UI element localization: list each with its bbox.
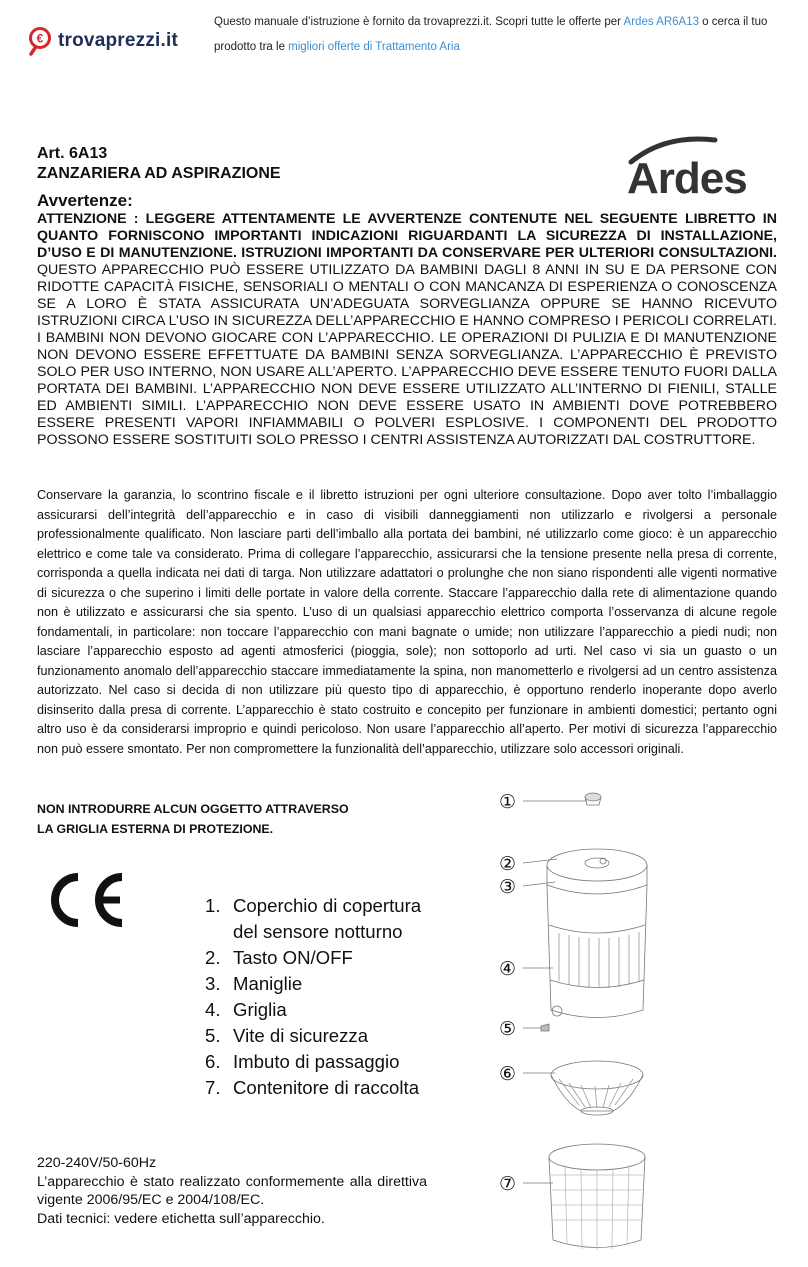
technical-specs bbox=[37, 1154, 427, 1228]
voltage: 220-240V/50-60Hz bbox=[37, 1155, 157, 1171]
diagram-label-3: ③ bbox=[499, 876, 517, 898]
ardes-logo bbox=[625, 132, 777, 201]
product-title: ZANZARIERA AD ASPIRAZIONE bbox=[37, 165, 281, 182]
svg-text:Ardes: Ardes bbox=[627, 154, 747, 196]
warning-text: QUESTO APPARECCHIO PUÒ ESSERE UTILIZZATO DA BAMBINI DAGLI 8 ANNI IN SU E DA PERSONE CON RIDOTTE CAPACITÀ FISICHE, SENSORIALI O MENTALI O CON MANCANZA DI ESPERIENZA O CONOSCENZA SE A LORO È STATA ASSICURATA UN’ADEGUATA SORVEGLIANZA OPPURE SE HANNO RICEVUTO ISTRUZIONI CIRCA L’USO IN SICUREZZA DELL’APPARECCHIO E HANNO COMPRESO I PERICOLI CORRELATI. I BAMBINI NON DEVONO GIOCARE CON L’APPARECCHIO. LE OPERAZIONI DI PULIZIA E DI MANUTENZIONE NON DEVONO ESSERE EFFETTUATE DA BAMBINI SENZA SORVEGLIANZA. L’APPARECCHIO È PREVISTO SOLO PER USO INTERNO, NON USARE ALL’APERTO. L’APPARECCHIO DEVE ESSERE TENUTO FUORI DALLA PORTATA DEI BAMBINI. L’APPARECCHIO NON DEVE ESSERE UTILIZZATO ALL’INTERNO DI FIENILI, STALLE ED AMBIENTI SIMILI. L’APPARECCHIO NON DEVE ESSERE USATO IN AMBIENTI DOVE POTREBBERO ESSERE PRESENTI VAPORI INFIAMMABILI O POLVERI ESPLOSIVE. I COMPONENTI DEL PRODOTTO POSSONO ESSERE SOSTITUITI SOLO PRESSO I CENTRI ASSISTENZA AUTORIZZATI DAL COSTRUTTORE. bbox=[37, 262, 777, 448]
diagram-label-1: ① bbox=[499, 791, 517, 813]
diagram-label-4: ④ bbox=[499, 958, 517, 980]
category-offers-link[interactable]: migliori offerte di Trattamento Aria bbox=[288, 41, 460, 53]
general-instructions: Conservare la garanzia, lo scontrino fiscale e il libretto istruzioni per ogni ulteriore consultazione. Dopo aver tolto l’imballaggio assicurarsi dell’integrità dell’apparecchio e in caso di visibili danneggiamenti non utilizzarlo e rivolgersi a personale professionalmente qualificato. Non lasciare parti dell’imballo alla portata dei bambini, né utilizzarlo come gioco: è un apparecchio elettrico e come tale va considerato. Prima di collegare l’apparecchio, assicurarsi che la tensione presente nella presa di corrente, corrisponda a quella indicata nei dati di targa. Non utilizzare adattatori o prolunghe che non siano rispondenti alle vigenti normative di sicurezza o che superino i limiti delle portate in valore della corrente. Staccare l’apparecchio dalla rete di alimentazione quando non è utilizzato e assicurarsi che sia spento. L’uso di un qualsiasi apparecchio elettrico comporta l’osservanza di alcune regole fondamentali, in particolare: non toccare l’apparecchio con mani bagnate o umide; non utilizzare l’apparecchio a piedi nudi; non lasciare l’apparecchio esposto ad agenti atmosferici (pioggia, sole); non sottoporlo ad urti. Nel caso vi sia un guasto o un funzionamento anomalo dell’apparecchio staccare immediatamente la spina, non manometterlo e rivolgersi ad un centro assistenza autorizzato. Nel caso si decida di non utilizzare più questo tipo di apparecchio, è opportuno renderlo inoperante dopo averlo disinserito dalla presa di corrente. L’apparecchio è stato costruito e concepito per funzionare in ambienti domestici; pertanto ogni altro uso è da considerarsi improprio e quindi pericoloso. Non usare l’apparecchio all’aperto. Per motivi di sicurezza l’apparecchio non può essere smontato. Per non compromettere la funzionalità dell’apparecchio, utilizzare solo accessori originali. bbox=[37, 488, 777, 756]
header-notice: Questo manuale d’istruzione è fornito da trovaprezzi.it. Scopri tutte le offerte per Ardes AR6A13 o cerca il tuo prodotto tra le migliori offerte di Trattamento Aria bbox=[214, 16, 768, 53]
parts-list bbox=[205, 893, 421, 1101]
euro-magnifier-icon bbox=[28, 26, 54, 56]
warning-bold: ATTENZIONE : LEGGERE ATTENTAMENTE LE AVVERTENZE CONTENUTE NEL SEGUENTE LIBRETTO IN QUANTO FORNISCONO IMPORTANTI INDICAZIONI RIGUARDANTI LA SICUREZZA DI INSTALLAZIONE, D’USO E DI MANUTENZIONE. ISTRUZIONI IMPORTANTI DA CONSERVARE PER ULTERIORI CONSULTAZIONI. bbox=[37, 211, 777, 261]
list-item: 6. Imbuto di passaggio bbox=[205, 1051, 400, 1072]
diagram-label-6: ⑥ bbox=[499, 1063, 517, 1085]
list-item: 2. Tasto ON/OFF bbox=[205, 947, 353, 968]
diagram-label-7: ⑦ bbox=[499, 1173, 517, 1195]
diagram-label-2: ② bbox=[499, 853, 517, 875]
svg-text:€: € bbox=[36, 31, 44, 46]
list-item: 7. Contenitore di raccolta bbox=[205, 1077, 420, 1098]
list-item: 1. Coperchio di copertura del sensore notturno bbox=[205, 895, 422, 942]
exploded-diagram bbox=[495, 785, 695, 1260]
ce-mark bbox=[42, 872, 126, 933]
list-item: 4. Griglia bbox=[205, 999, 287, 1020]
conformity: L’apparecchio è stato realizzato conformemente alla direttiva vigente 2006/95/EC e 2004/108/EC. bbox=[37, 1173, 427, 1208]
list-item: 5. Vite di sicurezza bbox=[205, 1025, 369, 1046]
diagram-label-5: ⑤ bbox=[499, 1018, 517, 1040]
article-number: Art. 6A13 bbox=[37, 145, 108, 162]
list-item: 3. Maniglie bbox=[205, 973, 303, 994]
safety-warnings bbox=[37, 211, 777, 449]
trovaprezzi-logo[interactable] bbox=[28, 26, 178, 56]
warnings-heading: Avvertenze: bbox=[37, 191, 133, 210]
logo-text: trovaprezzi.it bbox=[58, 30, 178, 51]
tech-data: Dati tecnici: vedere etichetta sull’apparecchio. bbox=[37, 1210, 325, 1227]
product-offers-link[interactable]: Ardes AR6A13 bbox=[623, 16, 699, 28]
grid-warning: NON INTRODURRE ALCUN OGGETTO ATTRAVERSO LA GRIGLIA ESTERNA DI PROTEZIONE. bbox=[37, 802, 349, 836]
